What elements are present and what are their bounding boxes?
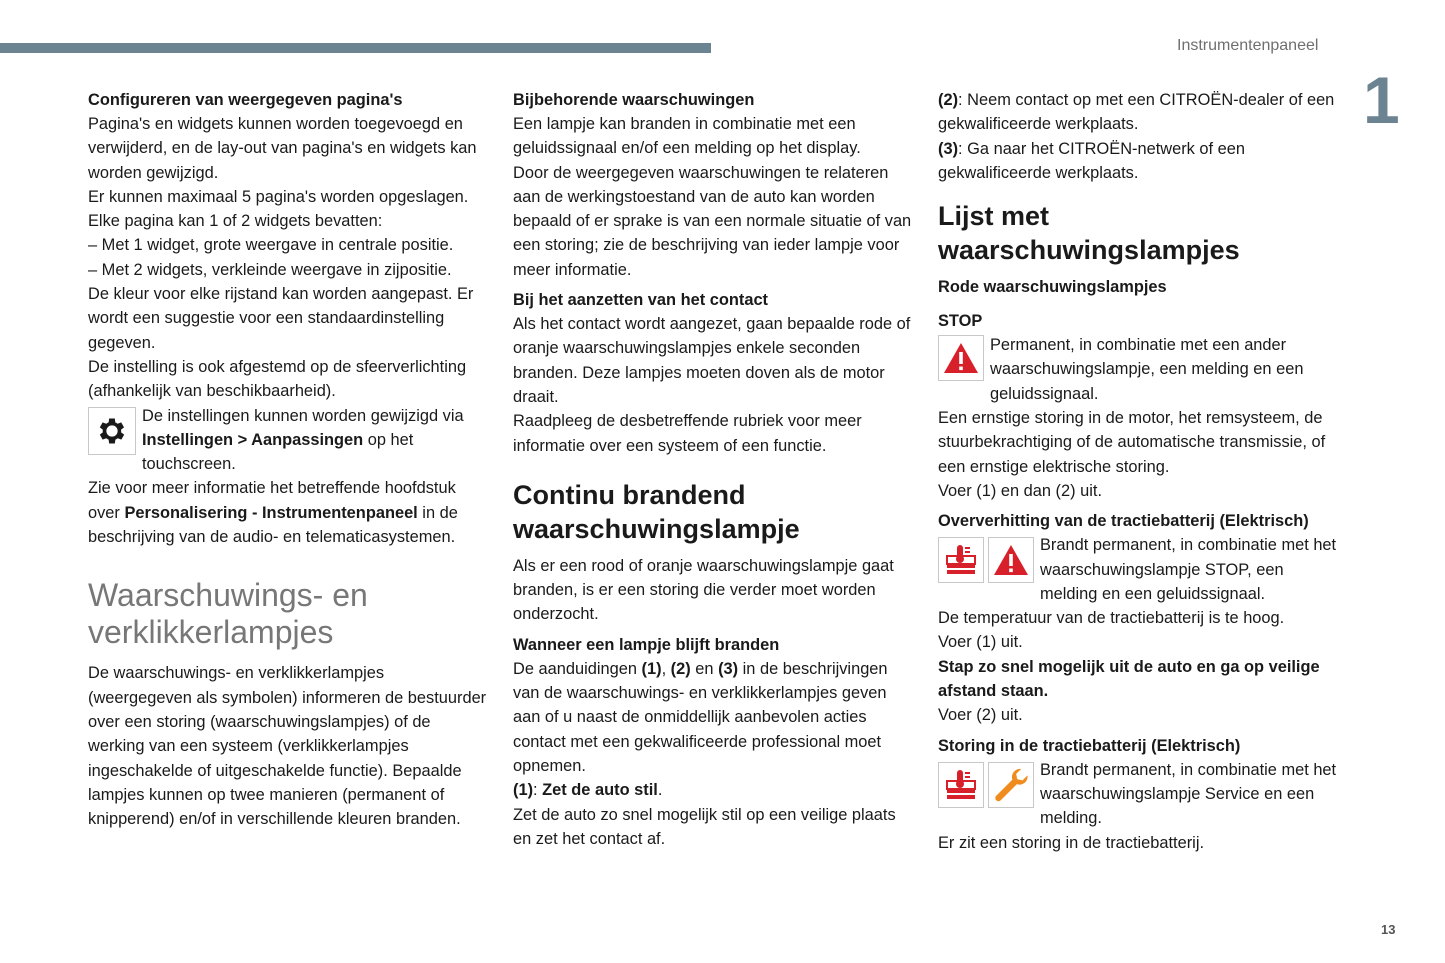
chapter-number: 1	[1363, 63, 1400, 137]
battery-fault-entry	[938, 758, 1340, 831]
paragraph: Voer (1) uit.	[938, 633, 1023, 652]
paragraph: De kleur voor elke rijstand kan worden aangepast. Er wordt een suggestie voor een standaardinstelling gegeven.	[88, 285, 474, 352]
top-accent-bar	[0, 43, 711, 53]
heading-lamp-stays-on: Wanneer een lampje blijft branden	[513, 635, 780, 654]
paragraph: Voer (2) uit.	[938, 706, 1023, 725]
column-2	[513, 88, 915, 851]
heading-warning-lamps: Waarschuwings- en verklikkerlampjes	[88, 577, 368, 651]
stop-entry	[938, 333, 1340, 406]
paragraph: Zet de auto zo snel mogelijk stil op een veilige plaats en zet het contact af.	[513, 805, 896, 848]
paragraph: De instellingen kunnen worden gewijzigd via Instellingen > Aanpassingen op het touchscreen.	[142, 406, 464, 474]
paragraph: (2): Neem contact op met een CITROËN-dealer of een gekwalificeerde werkplaats.	[938, 91, 1335, 134]
battery-temperature-icon	[938, 537, 984, 583]
wrench-icon	[988, 762, 1034, 808]
column-1	[88, 88, 488, 831]
paragraph: (1): Zet de auto stil.	[513, 781, 663, 800]
heading-stop: STOP	[938, 312, 983, 331]
paragraph: Permanent, in combinatie met een ander waarschuwingslampje, een melding en een geluidssignaal.	[990, 336, 1304, 403]
gear-icon	[88, 407, 136, 455]
battery-temperature-icon	[938, 762, 984, 808]
heading-red-lamps: Rode waarschuwingslampjes	[938, 278, 1167, 297]
paragraph: De aanduidingen (1), (2) en (3) in de beschrijvingen van de waarschuwings- en verklikkerlampjes geven aan of u naast de onmiddellijk aanbevolen acties contact met een gekwalificeerde professional moet opnemen.	[513, 659, 888, 775]
heading-configure-pages: Configureren van weergegeven pagina's	[88, 91, 403, 109]
paragraph: De waarschuwings- en verklikkerlampjes (weergegeven als symbolen) informeren de bestuurder over een storing (waarschuwingslampjes) of de werking van een systeem (verklikkerlampjes ingeschakelde of uitgeschakelde functie). Bepaalde lampjes kunnen op twee manieren (permanent of knipperend) en/of in verschillende kleuren branden.	[88, 664, 487, 829]
paragraph: Er kunnen maximaal 5 pagina's worden opgeslagen.	[88, 187, 469, 206]
paragraph: Als er een rood of oranje waarschuwingslampje gaat branden, is er een storing die verder moet worden onderzocht.	[513, 556, 894, 624]
paragraph: Als het contact wordt aangezet, gaan bepaalde rode of oranje waarschuwingslampjes enkele seconden branden. Deze lampjes moeten doven als de motor draait.	[513, 315, 911, 406]
paragraph: Brandt permanent, in combinatie met het waarschuwingslampje STOP, een melding en een geluidssignaal.	[1040, 536, 1337, 603]
heading-battery-fault: Storing in de tractiebatterij (Elektrisch)	[938, 736, 1241, 755]
paragraph: Een lampje kan branden in combinatie met een geluidssignaal en/of een melding op het display.	[513, 115, 861, 158]
paragraph: Brandt permanent, in combinatie met het waarschuwingslampje Service en een melding.	[1040, 760, 1337, 828]
paragraph: Zie voor meer informatie het betreffende hoofdstuk over Personalisering - Instrumentenpaneel in de beschrijving van de audio- en telematicasystemen.	[88, 479, 458, 547]
paragraph: De instelling is ook afgestemd op de sfeerverlichting (afhankelijk van beschikbaarheid).	[88, 357, 467, 401]
warning-triangle-icon	[938, 335, 984, 381]
paragraph: Een ernstige storing in de motor, het remsysteem, de stuurbekrachtiging of de automatische transmissie, of een ernstige elektrische storing.	[938, 409, 1326, 476]
paragraph: De temperatuur van de tractiebatterij is te hoog.	[938, 609, 1285, 628]
settings-note	[88, 404, 488, 477]
overheat-entry	[938, 533, 1340, 606]
list-item: – Met 1 widget, grote weergave in centrale positie.	[88, 236, 454, 255]
warning-triangle-icon	[988, 537, 1034, 583]
paragraph: Voer (1) en dan (2) uit.	[938, 481, 1102, 500]
paragraph: Stap zo snel mogelijk uit de auto en ga op veilige afstand staan.	[938, 657, 1320, 701]
heading-lamp-list: Lijst met waarschuwingslampjes	[938, 201, 1240, 266]
paragraph: Door de weergegeven waarschuwingen te relateren aan de werkingstoestand van de auto kan worden bepaald of er sprake is van een normale situatie of van een storing; zie de beschrijving van ieder lampje voor meer informatie.	[513, 163, 912, 279]
heading-continuous-lamp: Continu brandend waarschuwingslampje	[513, 479, 800, 544]
page-number: 13	[1381, 922, 1396, 937]
paragraph: Pagina's en widgets kunnen worden toegevoegd en verwijderd, en de lay-out van pagina's en widgets kan worden gewijzigd.	[88, 115, 477, 182]
list-item: – Met 2 widgets, verkleinde weergave in zijpositie.	[88, 260, 452, 279]
paragraph: Raadpleeg de desbetreffende rubriek voor meer informatie over een systeem of een functie.	[513, 412, 862, 455]
column-3	[938, 88, 1340, 855]
paragraph: Er zit een storing in de tractiebatterij.	[938, 833, 1205, 852]
paragraph: (3): Ga naar het CITROËN-netwerk of een gekwalificeerde werkplaats.	[938, 139, 1246, 182]
heading-associated-warnings: Bijbehorende waarschuwingen	[513, 91, 755, 109]
paragraph: Elke pagina kan 1 of 2 widgets bevatten:	[88, 212, 383, 231]
section-header: Instrumentenpaneel	[1177, 37, 1319, 54]
heading-overheat: Oververhitting van de tractiebatterij (Elektrisch)	[938, 512, 1309, 531]
heading-ignition: Bij het aanzetten van het contact	[513, 291, 769, 310]
